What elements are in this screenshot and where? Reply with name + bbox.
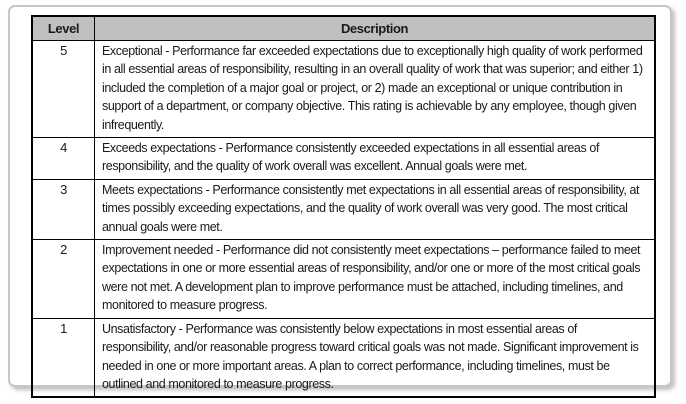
level-cell: 4 (32, 138, 95, 180)
description-column-header: Description (95, 16, 656, 41)
description-cell: Meets expectations - Performance consistently met expectations in all essential areas of responsibility, at times possibly exceeding expectations, and the quality of work overall was very good. The most critical annual goals were met. (95, 179, 656, 239)
table-row-level-5 (32, 41, 655, 138)
level-cell: 2 (32, 240, 95, 319)
level-column-header: Level (32, 16, 95, 41)
header-row (32, 16, 655, 41)
level-cell: 1 (32, 318, 95, 397)
performance-rating-table (31, 15, 656, 398)
level-cell: 3 (32, 179, 95, 239)
table-header (32, 16, 655, 41)
description-cell: Exceeds expectations - Performance consistently exceeded expectations in all essential areas of responsibility, and the quality of work overall was excellent. Annual goals were met. (95, 138, 656, 180)
table-row-level-2 (32, 240, 655, 319)
table-row-level-3 (32, 179, 655, 239)
rating-table-container (31, 15, 656, 398)
table-row-level-1 (32, 318, 655, 397)
level-cell: 5 (32, 41, 95, 138)
table-body (32, 41, 655, 398)
description-cell: Improvement needed - Performance did not consistently meet expectations – performance failed to meet expectations in one or more essential areas of responsibility, and/or one or more of the most critical goals were not met. A development plan to improve performance must be attached, including timelines, and monitored to measure progress. (95, 240, 656, 319)
description-cell: Exceptional - Performance far exceeded expectations due to exceptionally high quality of work performed in all essential areas of responsibility, resulting in an overall quality of work that was superior; and either 1) included the completion of a major goal or project, or 2) made an exceptional or unique contribution in support of a department, or company objective. This rating is achievable by any employee, though given infrequently. (95, 41, 656, 138)
description-cell: Unsatisfactory - Performance was consistently below expectations in most essential areas of responsibility, and/or reasonable progress toward critical goals was not made. Significant improvement is needed in one or more important areas. A plan to correct performance, including timelines, must be outlined and monitored to measure progress. (95, 318, 656, 397)
table-row-level-4 (32, 138, 655, 180)
